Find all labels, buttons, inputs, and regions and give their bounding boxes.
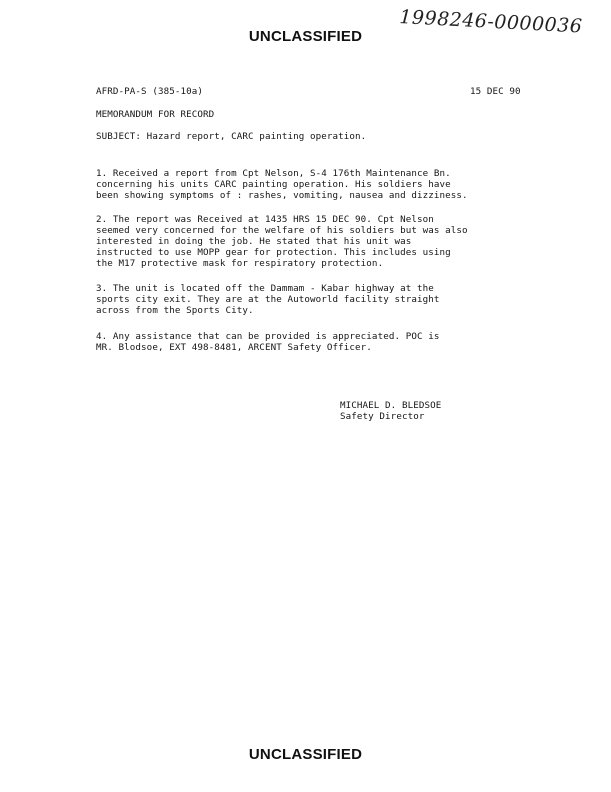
handwritten-document-number: 1998246-0000036 bbox=[398, 6, 583, 38]
paragraph-line: seemed very concerned for the welfare of his soldiers but was also bbox=[96, 225, 468, 236]
paragraph-line: MR. Blodsoe, EXT 498-8481, ARCENT Safety Officer. bbox=[96, 342, 372, 353]
paragraph-line: 3. The unit is located off the Dammam - Kabar highway at the bbox=[96, 283, 434, 294]
paragraph-2 bbox=[96, 214, 576, 269]
paragraph-line: 2. The report was Received at 1435 HRS 15 DEC 90. Cpt Nelson bbox=[96, 214, 434, 225]
paragraph-line: the M17 protective mask for respiratory protection. bbox=[96, 258, 384, 269]
memo-for-line: MEMORANDUM FOR RECORD bbox=[96, 109, 215, 120]
signatory-name: MICHAEL D. BLEDSOE bbox=[340, 400, 442, 411]
office-symbol: AFRD-PA-S (385-10a) bbox=[96, 86, 203, 97]
paragraph-line: instructed to use MOPP gear for protection. This includes using bbox=[96, 247, 451, 258]
paragraph-line: been showing symptoms of : rashes, vomiting, nausea and dizziness. bbox=[96, 190, 468, 201]
paragraph-line: concerning his units CARC painting operation. His soldiers have bbox=[96, 179, 451, 190]
paragraph-1 bbox=[96, 168, 576, 201]
paragraph-line: across from the Sports City. bbox=[96, 305, 254, 316]
paragraph-line: sports city exit. They are at the Autoworld facility straight bbox=[96, 294, 440, 305]
paragraph-line: 4. Any assistance that can be provided is appreciated. POC is bbox=[96, 331, 440, 342]
memo-date: 15 DEC 90 bbox=[470, 86, 521, 97]
paragraph-line: 1. Received a report from Cpt Nelson, S-4 176th Maintenance Bn. bbox=[96, 168, 451, 179]
classification-banner-top: UNCLASSIFIED bbox=[248, 28, 363, 45]
signature-block bbox=[340, 400, 441, 422]
signatory-title: Safety Director bbox=[340, 411, 425, 422]
paragraph-line: interested in doing the job. He stated that his unit was bbox=[96, 236, 412, 247]
paragraph-4 bbox=[96, 331, 576, 353]
paragraph-3 bbox=[96, 283, 576, 316]
subject-line: SUBJECT: Hazard report, CARC painting operation. bbox=[96, 131, 367, 142]
classification-banner-bottom: UNCLASSIFIED bbox=[248, 746, 363, 763]
